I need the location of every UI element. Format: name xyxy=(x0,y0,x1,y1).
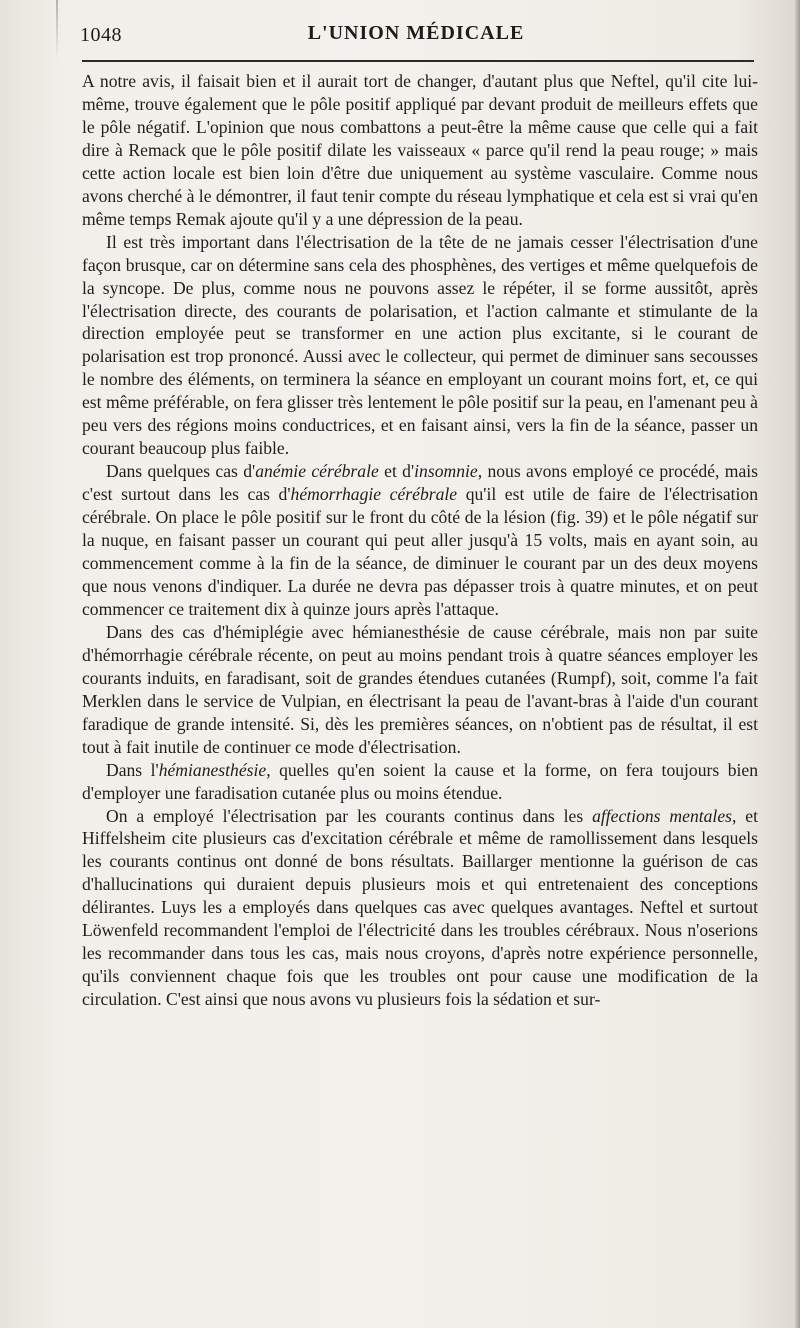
page-number: 1048 xyxy=(80,24,122,46)
term-anemie-cerebrale: anémie cérébrale xyxy=(255,461,379,482)
paragraph-5: Dans l'hémianesthésie, quelles qu'en soient la cause et la forme, on fera toujours bien d'employer une faradisation cutanée plus ou moins étendue. xyxy=(82,759,758,803)
term-affections-mentales: affections mentales xyxy=(592,805,732,826)
term-hemorrhagie-cerebrale: hémorrhagie cérébrale xyxy=(290,484,458,505)
journal-title: L'UNION MÉDICALE xyxy=(307,22,525,44)
page-edge-shadow xyxy=(794,0,800,1328)
paragraph-3: Dans quelques cas d'anémie cérébrale et d'insomnie, nous avons employé ce procédé, mais c'est surtout dans les cas d'hémorrhagie cérébrale qu'il est utile de faire de l'électrisation cérébrale. On place le pôle positif sur le front du côté de la lésion (fig. 39) et le pôle négatif sur la nuque, en faisant passer un courant qui peut aller jusqu'à 15 volts, mais en ayant soin, au commencement comme à la fin de la séance, de diminuer le courant par un des deux moyens que nous venons d'indiquer. La durée ne devra pas dépasser trois à quatre minutes, et on peut commencer ce traitement dix à quinze jours après l'attaque. xyxy=(82,461,758,619)
term-hemianesthesie: hémianesthésie xyxy=(158,759,267,780)
header-rule xyxy=(82,60,754,62)
article-body xyxy=(82,70,758,1011)
paragraph-2: Il est très important dans l'électrisation de la tête de ne jamais cesser l'électrisation d'une façon brusque, car on détermine sans cela des phosphènes, des vertiges et même quelquefois de la syncope. De plus, comme nous ne pouvons assez le répéter, il se forme aussitôt, après l'électrisation directe, des courants de polarisation, et l'action calmante et stimulante de la direction employée peut se transformer en une action plus excitante, si le courant de polarisation est trop prononcé. Aussi avec le collecteur, qui permet de diminuer sans secousses le nombre des éléments, on terminera la séance en employant un courant moins fort, et, ce qui est même préférable, on fera glisser très lentement le pôle positif sur la peau, en l'amenant peu à peu vers des régions moins conductrices, et en faisant ainsi, vers la fin de la séance, passer un courant beaucoup plus faible. xyxy=(82,231,758,459)
paragraph-6: On a employé l'électrisation par les courants continus dans les affections mentales, et Hiffelsheim cite plusieurs cas d'excitation cérébrale et même de ramollissement dans lesquels les courants continus ont donné de bons résultats. Baillarger mentionne la guérison de cas d'hallucinations qui duraient depuis plusieurs mois et qui entretenaient des conceptions délirantes. Luys les a employés dans quelques cas avec quelques avantages. Neftel et surtout Löwenfeld recommandent l'emploi de l'électricité dans les troubles cérébraux. Nous n'oserions les recommander dans tous les cas, mais nous croyons, d'après notre expérience personnelle, qu'ils conviennent chaque fois que les troubles ont pour cause une modification de la circulation. C'est ainsi que nous avons vu plusieurs fois la sédation et sur- xyxy=(82,805,758,1010)
term-insomnie: insomnie xyxy=(414,461,478,482)
running-header xyxy=(80,22,752,52)
page-edge-mark xyxy=(56,0,58,60)
paragraph-1: A notre avis, il faisait bien et il aurait tort de changer, d'autant plus que Neftel, qu'il cite lui-même, trouve également que le pôle positif appliqué par devant produit de meilleurs effets que le pôle négatif. L'opinion que nous combattons a peut-être la même cause que celle qui a fait dire à Remack que le pôle positif dilate les vaisseaux « parce qu'il rend la peau rouge; » mais cette action locale est bien loin d'être due uniquement au système vasculaire. Comme nous avons cherché à le démontrer, il faut tenir compte du réseau lymphatique et cela est si vrai qu'en même temps Remak ajoute qu'il y a une dépression de la peau. xyxy=(82,71,758,229)
paragraph-4: Dans des cas d'hémiplégie avec hémianesthésie de cause cérébrale, mais non par suite d'hémorrhagie cérébrale récente, on peut au moins pendant trois à quatre séances employer les courants induits, en faradisant, soit de grandes étendues cutanées (Rumpf), soit, comme l'a fait Merklen dans le service de Vulpian, en électrisant la peau de l'avant-bras à l'aide d'un courant faradique de grande intensité. Si, dès les premières séances, on n'obtient pas de résultat, il est tout à fait inutile de continuer ce mode d'électrisation. xyxy=(82,621,758,757)
